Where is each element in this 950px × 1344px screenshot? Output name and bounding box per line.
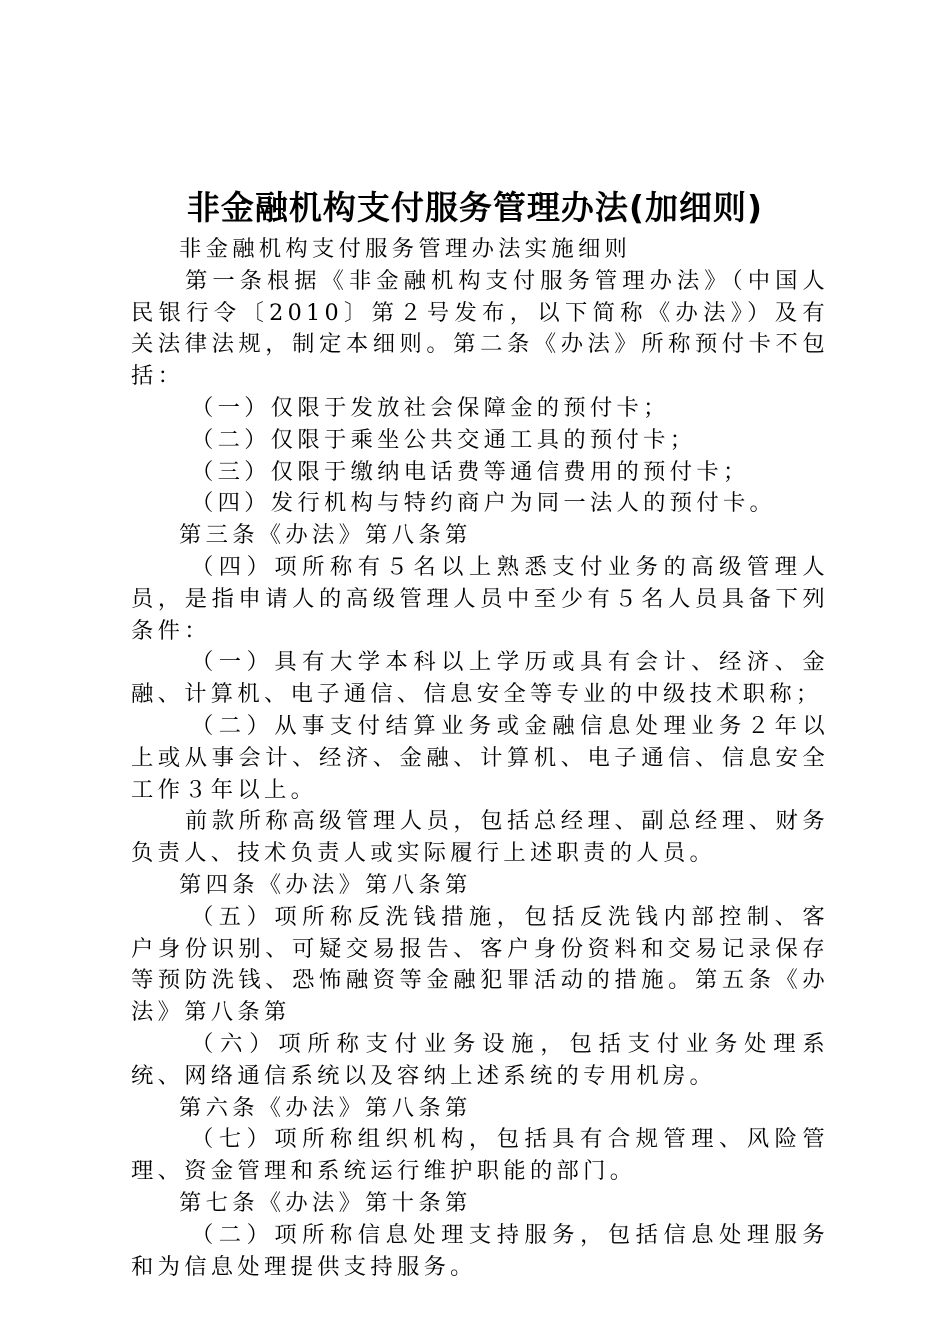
article-heading: 第六条《办法》第八条第 (179, 1094, 472, 1121)
list-item: （一）具有大学本科以上学历或具有会计、经济、金融、计算机、电子通信、信息安全等专业的中级技术职称； (131, 649, 829, 708)
document-title: 非金融机构支付服务管理办法(加细则) (186, 188, 764, 227)
article-heading: 第三条《办法》第八条第 (179, 522, 472, 549)
list-item: （一）仅限于发放社会保障金的预付卡； (191, 394, 670, 421)
body-paragraph: 第一条根据《非金融机构支付服务管理办法》（中国人民银行令〔2010〕第２号发布，以下简称《办法》）及有关法律法规，制定本细则。第二条《办法》所称预付卡不包括： (131, 267, 829, 390)
body-paragraph: （二）项所称信息处理支持服务，包括信息处理服务和为信息处理提供支持服务。 (131, 1221, 829, 1280)
body-paragraph: （四）项所称有５名以上熟悉支付业务的高级管理人员，是指申请人的高级管理人员中至少有５名人员具备下列条件： (131, 553, 829, 644)
article-heading: 第四条《办法》第八条第 (179, 871, 472, 898)
body-paragraph: 前款所称高级管理人员，包括总经理、副总经理、财务负责人、技术负责人或实际履行上述职责的人员。 (131, 808, 829, 867)
list-item: （四）发行机构与特约商户为同一法人的预付卡。 (191, 490, 777, 517)
document-body (131, 234, 829, 1283)
body-paragraph: （六）项所称支付业务设施，包括支付业务处理系统、网络通信系统以及容纳上述系统的专用机房。 (131, 1030, 829, 1089)
body-paragraph: （五）项所称反洗钱措施，包括反洗钱内部控制、客户身份识别、可疑交易报告、客户身份资料和交易记录保存等预防洗钱、恐怖融资等金融犯罪活动的措施。第五条《办法》第八条第 (131, 903, 829, 1026)
list-item: （二）从事支付结算业务或金融信息处理业务２年以上或从事会计、经济、金融、计算机、电子通信、信息安全工作３年以上。 (131, 712, 829, 803)
list-item: （二）仅限于乘坐公共交通工具的预付卡； (191, 426, 697, 453)
subtitle-paragraph: 非金融机构支付服务管理办法实施细则 (179, 236, 632, 262)
list-item: （三）仅限于缴纳电话费等通信费用的预付卡； (191, 458, 750, 485)
body-paragraph: （七）项所称组织机构，包括具有合规管理、风险管理、资金管理和系统运行维护职能的部门。 (131, 1126, 829, 1185)
article-heading: 第七条《办法》第十条第 (179, 1189, 472, 1216)
